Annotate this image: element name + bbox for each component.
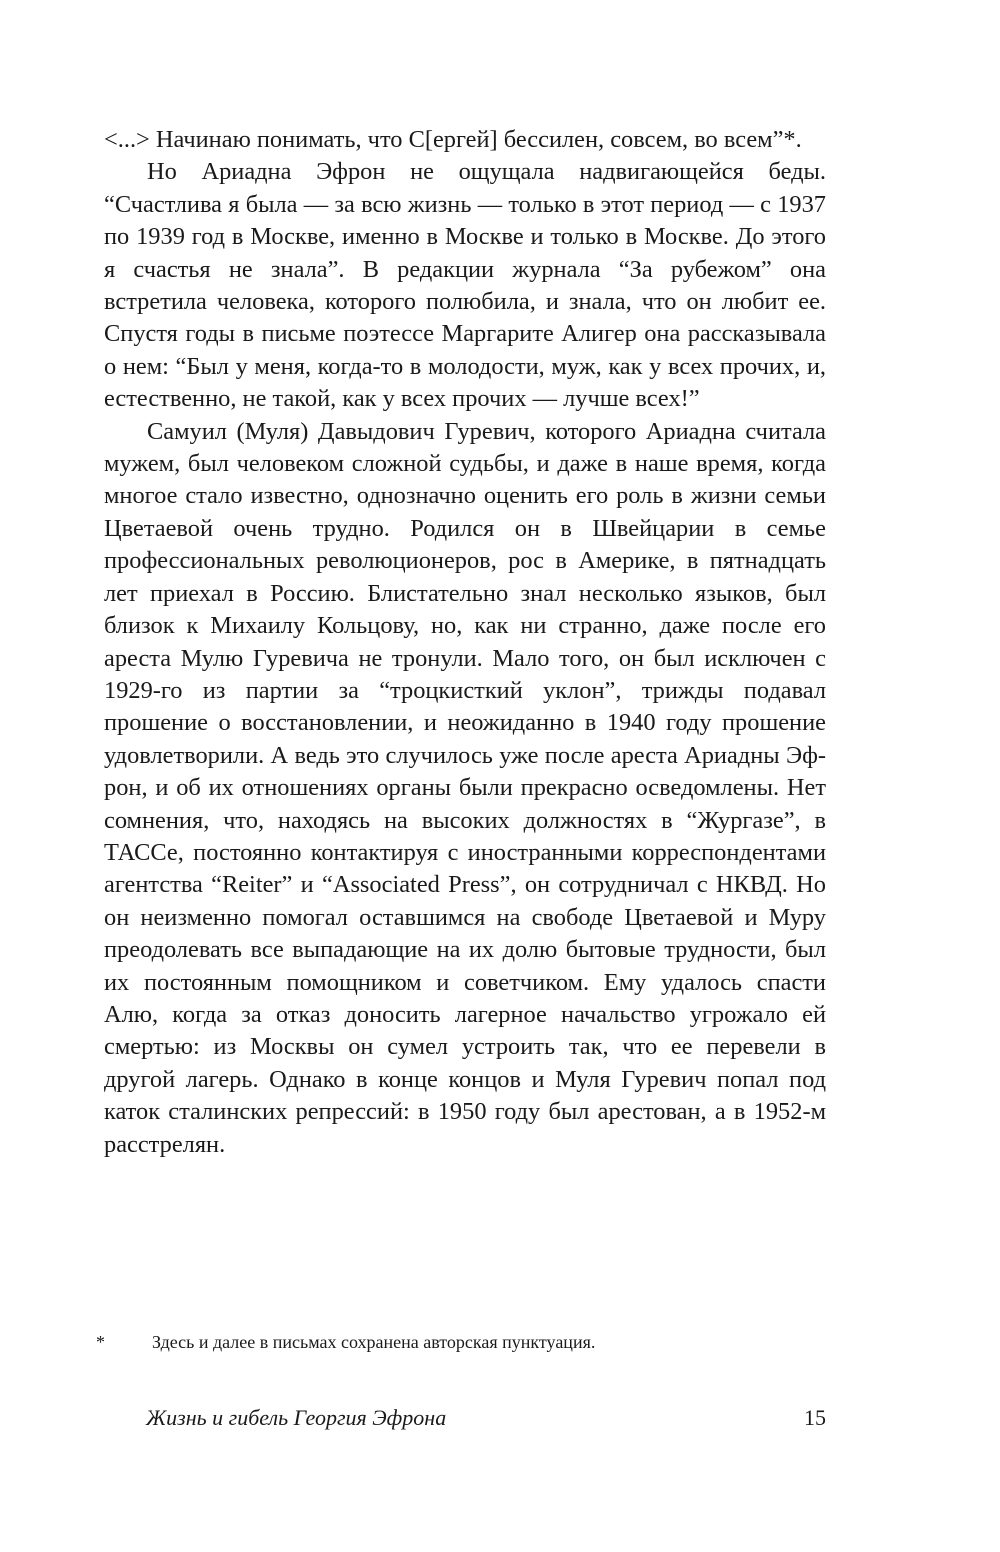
running-title: Жизнь и гибель Георгия Эфрона [146, 1405, 447, 1430]
paragraph-ariadna-happiness: Но Ариадна Эфрон не ощущала надвигающейся беды. “Счастлива я была — за всю жизнь — только в этот период — с 1937 по 1939 год в Москве, именно в Москве и только в Москве. До этого я счастья не знала”. В редакции журнала “За рубежом” она встретила человека, которого полюбила, и знала, что он любит ее. Спустя годы в письме поэтессе Маргарите Алигер она рассказывала о нем: “Был у меня, когда-то в молодости, муж, как у всех прочих, и, естественно, не такой, как у всех прочих — лучше всех!” [104, 158, 826, 413]
footnote-text: Здесь и далее в письмах сохранена авторская пунктуация. [152, 1332, 596, 1352]
footnote-mark: * [96, 1332, 105, 1352]
main-text [104, 124, 826, 1161]
page-number: 15 [804, 1405, 826, 1430]
paragraph-mulya-gurevich: Самуил (Муля) Давыдович Гуревич, которого Ариадна считала мужем, был человеком сложной судьбы, и даже в наше время, когда многое стало известно, однозначно оценить его роль в жизни семьи Цветаевой очень трудно. Родился он в Швейцарии в семье профессиональных революционеров, рос в Америке, в пятнадцать лет приехал в Россию. Блистательно знал несколько языков, был близок к Михаилу Кольцову, но, как ни странно, даже после его ареста Мулю Гуревича не тронули. Мало того, он был исключен с 1929-го из партии за “троцкисткий уклон”, трижды подавал прошение о восстановлении, и неожиданно в 1940 году прошение удовлетворили. А ведь это случилось уже после ареста Ариадны Эфрон, и об их отношениях органы были прекрасно осведомлены. Нет сомнения, что, находясь на высоких должностях в “Жургазе”, в ТАССе, постоянно контактируя с иностранными корреспондентами агентства “Reiter” и “Associated Press”, он сотрудничал с НКВД. Но он неизменно помогал оставшимся на свободе Цветаевой и Муру преодолевать все выпадающие на их долю бытовые трудности, был их постоянным помощником и советчиком. Ему удалось спасти Алю, когда за отказ доносить лагерное начальство угрожало ей смертью: из Москвы он сумел устроить так, что ее перевели в другой лагерь. Однако в конце концов и Муля Гуревич попал под каток сталинских репрессий: в 1950 году был арестован, а в 1952-м расстрелян. [104, 417, 826, 1158]
paragraph-continuation: <...> Начинаю понимать, что С[ергей] бессилен, совсем, во всем”*. [104, 126, 802, 153]
